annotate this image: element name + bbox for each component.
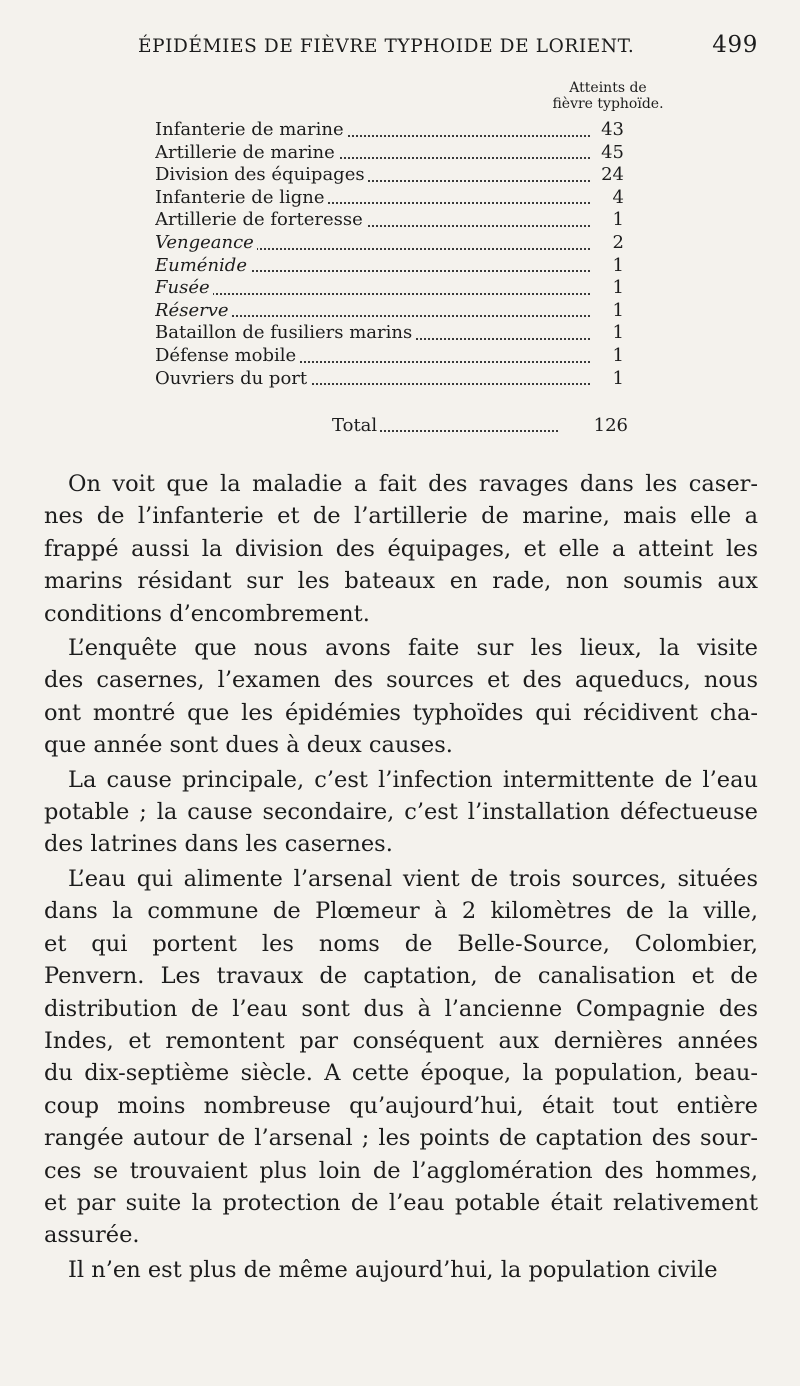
row-label: Bataillon de fusiliers marins (155, 322, 415, 343)
row-label: Infanterie de marine (155, 119, 347, 140)
row-label: Artillerie de marine (155, 142, 338, 163)
text-line: potable ; la cause secondaire, c’est l’installation défectueuse (44, 799, 758, 826)
text-line: ces se trouvaient plus loin de l’agglomération des hommes, (44, 1157, 758, 1184)
row-label: Division des équipages (155, 164, 368, 185)
row-count: 4 (609, 187, 624, 210)
case-table (155, 119, 630, 390)
table-row (155, 187, 630, 210)
dot-leader (155, 293, 590, 295)
text-line: L’eau qui alimente l’arsenal vient de trois sources, situées (68, 865, 758, 892)
body-text (44, 468, 758, 1288)
text-line: que année sont dues à deux causes. (44, 732, 453, 759)
text-line: conditions d’encombrement. (44, 600, 370, 627)
text-line: des latrines dans les casernes. (44, 831, 393, 858)
table-row (155, 119, 630, 142)
text-line: ont montré que les épidémies typhoïdes qui récidivent cha- (44, 699, 758, 726)
text-line: On voit que la maladie a fait des ravages dans les caser- (68, 471, 758, 497)
table-total-row (332, 414, 628, 438)
row-count: 1 (609, 322, 624, 345)
row-label: Artillerie de forteresse (155, 209, 366, 230)
row-count: 1 (609, 255, 624, 278)
row-label: Infanterie de ligne (155, 187, 328, 208)
paragraph (44, 863, 758, 1252)
text-line: assurée. (44, 1222, 140, 1249)
table-row (155, 300, 630, 323)
text-line: des casernes, l’examen des sources et des aqueducs, nous (44, 667, 758, 694)
text-line: coup moins nombreuse qu’aujourd’hui, était tout entière (44, 1092, 758, 1119)
table-row (155, 368, 630, 391)
table-column-header (538, 80, 678, 112)
text-line: L’enquête que nous avons faite sur les lieux, la visite (68, 635, 758, 662)
text-line: et qui portent les noms de Belle-Source, Colombier, (44, 930, 758, 957)
row-count: 24 (597, 164, 624, 187)
total-label: Total (332, 415, 380, 436)
text-line: Penvern. Les travaux de captation, de canalisation et de (44, 963, 758, 990)
paragraph (44, 468, 758, 630)
table-row (155, 232, 630, 255)
table-row (155, 164, 630, 187)
text-line: du dix-septième siècle. A cette époque, la population, beau- (44, 1060, 758, 1087)
row-label: Défense mobile (155, 345, 299, 366)
table-row (155, 345, 630, 368)
table-row (155, 142, 630, 165)
table-row (155, 277, 630, 300)
text-line: et par suite la protection de l’eau potable était relativement (44, 1189, 758, 1216)
row-label: Ouvriers du port (155, 368, 310, 389)
row-count: 1 (609, 209, 624, 232)
row-label: Vengeance (155, 232, 257, 253)
running-title: ÉPIDÉMIES DE FIÈVRE TYPHOIDE DE LORIENT. (138, 36, 635, 57)
paragraph (44, 764, 758, 861)
text-line: rangée autour de l’arsenal ; les points de captation des sour- (44, 1125, 758, 1152)
text-line: dans la commune de Plœmeur à 2 kilomètres de la ville, (44, 898, 758, 925)
column-header-line-1: Atteints de (569, 80, 647, 96)
row-count: 1 (609, 300, 624, 323)
text-line: frappé aussi la division des équipages, et elle a atteint les (44, 535, 758, 562)
row-label: Réserve (155, 300, 232, 321)
column-header-line-2: fièvre typhoïde. (552, 96, 664, 112)
total-value: 126 (590, 414, 628, 438)
table-row (155, 209, 630, 232)
row-count: 2 (609, 232, 624, 255)
table-row (155, 322, 630, 345)
paragraph (44, 632, 758, 762)
text-line: marins résidant sur les bateaux en rade, non soumis aux (44, 568, 758, 595)
page-number: 499 (712, 32, 758, 58)
row-count: 43 (597, 119, 624, 142)
text-line: distribution de l’eau sont dus à l’ancienne Compagnie des (44, 995, 758, 1022)
text-line: Indes, et remontent par conséquent aux dernières années (44, 1027, 758, 1054)
text-line: nes de l’infanterie et de l’artillerie de marine, mais elle a (44, 503, 758, 530)
row-count: 1 (609, 277, 624, 300)
row-count: 1 (609, 345, 624, 368)
text-line: Il n’en est plus de même aujourd’hui, la population civile (68, 1256, 718, 1283)
table-row (155, 255, 630, 278)
row-count: 1 (609, 368, 624, 391)
text-line: La cause principale, c’est l’infection intermittente de l’eau (68, 766, 758, 793)
row-label: Euménide (155, 255, 250, 276)
row-count: 45 (597, 142, 624, 165)
paragraph (44, 1254, 758, 1286)
row-label: Fusée (155, 277, 213, 298)
